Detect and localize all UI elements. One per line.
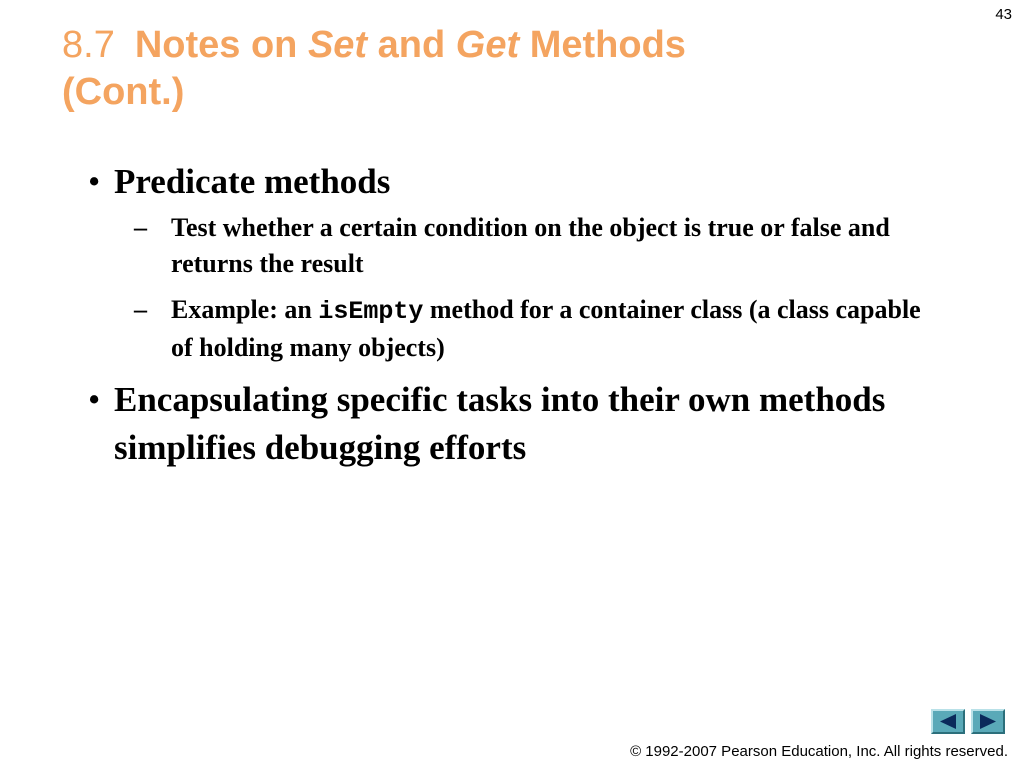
title-set-word: Set [307,24,368,66]
slide-navigation [931,709,1005,734]
triangle-left-icon [937,713,959,730]
triangle-right-icon [977,713,999,730]
title-line-2: (Cont.) [62,71,185,113]
page-number: 43 [995,6,1012,23]
next-slide-button[interactable] [971,709,1005,734]
slide-title [62,22,962,116]
title-part-1: Notes on [134,24,308,66]
title-part-3: Methods [519,24,686,66]
code-isempty: isEmpty [318,297,424,326]
bullet-icon: • [88,162,101,201]
sub-bullet-test-condition [134,210,931,282]
section-number: 8.7 [62,24,115,66]
slide-content [88,158,948,472]
bullet-text: Predicate methods [114,162,391,201]
sub-bullet-text-post: method for a container class (a class capable of holding many objects) [171,295,921,362]
previous-slide-button[interactable] [931,709,965,734]
sub-bullet-text-pre: Example: an [171,295,319,324]
bullet-encapsulating [88,376,948,472]
bullet-icon: • [88,380,101,419]
dash-icon: – [134,295,147,324]
sub-bullet-example [134,292,931,366]
bullet-text: Encapsulating specific tasks into their own methods simplifies debugging efforts [114,380,886,467]
title-part-2: and [367,24,456,66]
bullet-predicate-methods [88,158,948,206]
sub-bullet-list [134,210,948,366]
dash-icon: – [134,213,147,242]
sub-bullet-text: Test whether a certain condition on the object is true or false and returns the result [171,213,890,278]
copyright-footer: © 1992-2007 Pearson Education, Inc. All rights reserved. [630,743,1008,760]
title-get-word: Get [455,24,520,66]
